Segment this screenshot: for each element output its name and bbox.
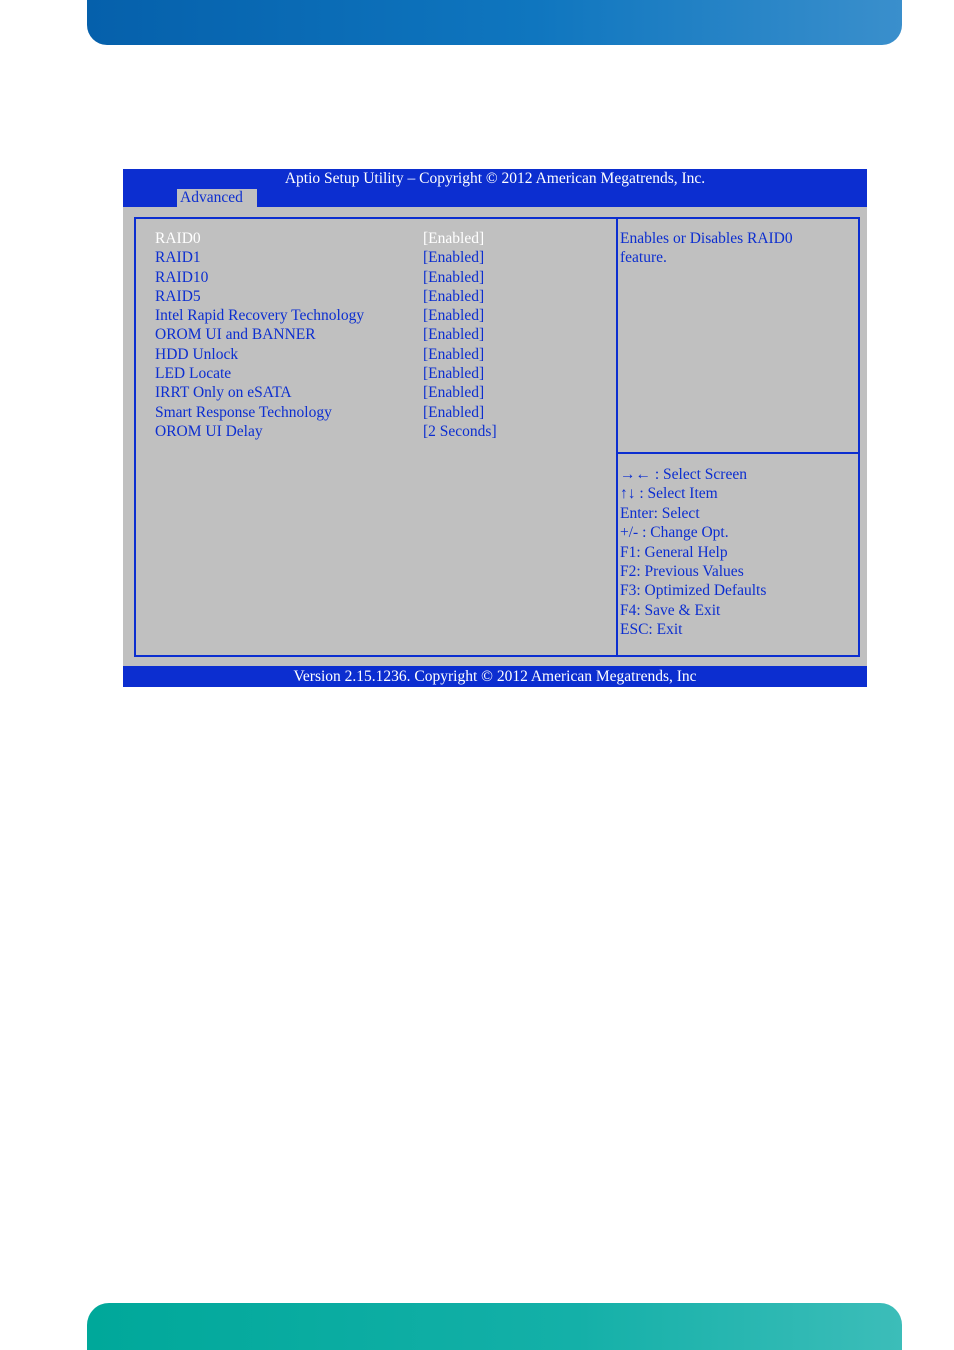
key-save-exit: F4: Save & Exit (620, 601, 721, 619)
setting-name: OROM UI Delay (155, 422, 263, 440)
setting-name: LED Locate (155, 365, 232, 383)
setting-value[interactable]: [Enabled] (423, 249, 485, 267)
setting-row-raid10[interactable] (155, 268, 615, 287)
setting-value[interactable]: [2 Seconds] (423, 422, 497, 440)
setting-row-raid1[interactable] (155, 248, 615, 267)
key-general-help: F1: General Help (620, 543, 728, 561)
setting-name: OROM UI and BANNER (155, 326, 316, 344)
bios-title: Aptio Setup Utility – Copyright © 2012 American Megatrends, Inc. (284, 170, 706, 187)
setting-name: RAID1 (155, 249, 201, 267)
key-select-item: ↑↓ : Select Item (620, 485, 718, 503)
setting-name: Intel Rapid Recovery Technology (155, 307, 365, 325)
setting-name: RAID0 (155, 230, 201, 247)
bios-footer: Version 2.15.1236. Copyright © 2012 American Megatrends, Inc (123, 666, 867, 687)
key-select-screen: →← : Select Screen (620, 466, 747, 483)
setting-value[interactable]: [Enabled] (423, 326, 485, 344)
setting-value[interactable]: [Enabled] (423, 345, 485, 363)
setting-value[interactable]: [Enabled] (423, 307, 485, 325)
setting-value[interactable]: [Enabled] (423, 384, 485, 402)
setting-value[interactable]: [Enabled] (423, 268, 485, 286)
key-previous-values: F2: Previous Values (620, 563, 744, 581)
bottom-decorative-band (87, 1303, 902, 1350)
setting-value[interactable]: [Enabled] (423, 403, 485, 421)
bios-header (123, 169, 867, 207)
main-frame (134, 217, 860, 657)
setting-row-raid5[interactable] (155, 287, 615, 306)
key-legend (620, 465, 856, 640)
setting-value[interactable]: [Enabled] (423, 365, 485, 383)
help-panel (620, 229, 856, 268)
key-esc-exit: ESC: Exit (620, 621, 683, 639)
setting-row-orom-ui-banner[interactable] (155, 325, 615, 344)
setting-name: HDD Unlock (155, 345, 239, 363)
setting-name: RAID5 (155, 287, 201, 305)
panel-divider-horizontal (618, 452, 858, 454)
setting-value[interactable]: [Enabled] (423, 287, 485, 305)
setting-row-irrt-only-esata[interactable] (155, 383, 615, 402)
setting-row-smart-response[interactable] (155, 403, 615, 422)
key-enter-select: Enter: Select (620, 504, 700, 522)
bios-setup-screen (123, 169, 867, 687)
key-change-opt: +/- : Change Opt. (620, 524, 729, 542)
panel-divider-vertical (616, 219, 618, 655)
key-optimized-defaults: F3: Optimized Defaults (620, 582, 767, 600)
settings-list (155, 229, 615, 441)
help-text-line: Enables or Disables RAID0 (620, 230, 793, 247)
setting-name: RAID10 (155, 268, 209, 286)
setting-row-led-locate[interactable] (155, 364, 615, 383)
help-text-line: feature. (620, 249, 667, 267)
setting-row-intel-rapid-recovery[interactable] (155, 306, 615, 325)
top-decorative-band (87, 0, 902, 45)
tab-advanced[interactable]: Advanced (177, 189, 257, 207)
setting-row-hdd-unlock[interactable] (155, 345, 615, 364)
setting-row-orom-ui-delay[interactable] (155, 422, 615, 441)
setting-row-raid0[interactable] (155, 229, 615, 248)
setting-name: Smart Response Technology (155, 403, 332, 421)
setting-name: IRRT Only on eSATA (155, 384, 292, 402)
setting-value[interactable]: [Enabled] (423, 230, 485, 247)
